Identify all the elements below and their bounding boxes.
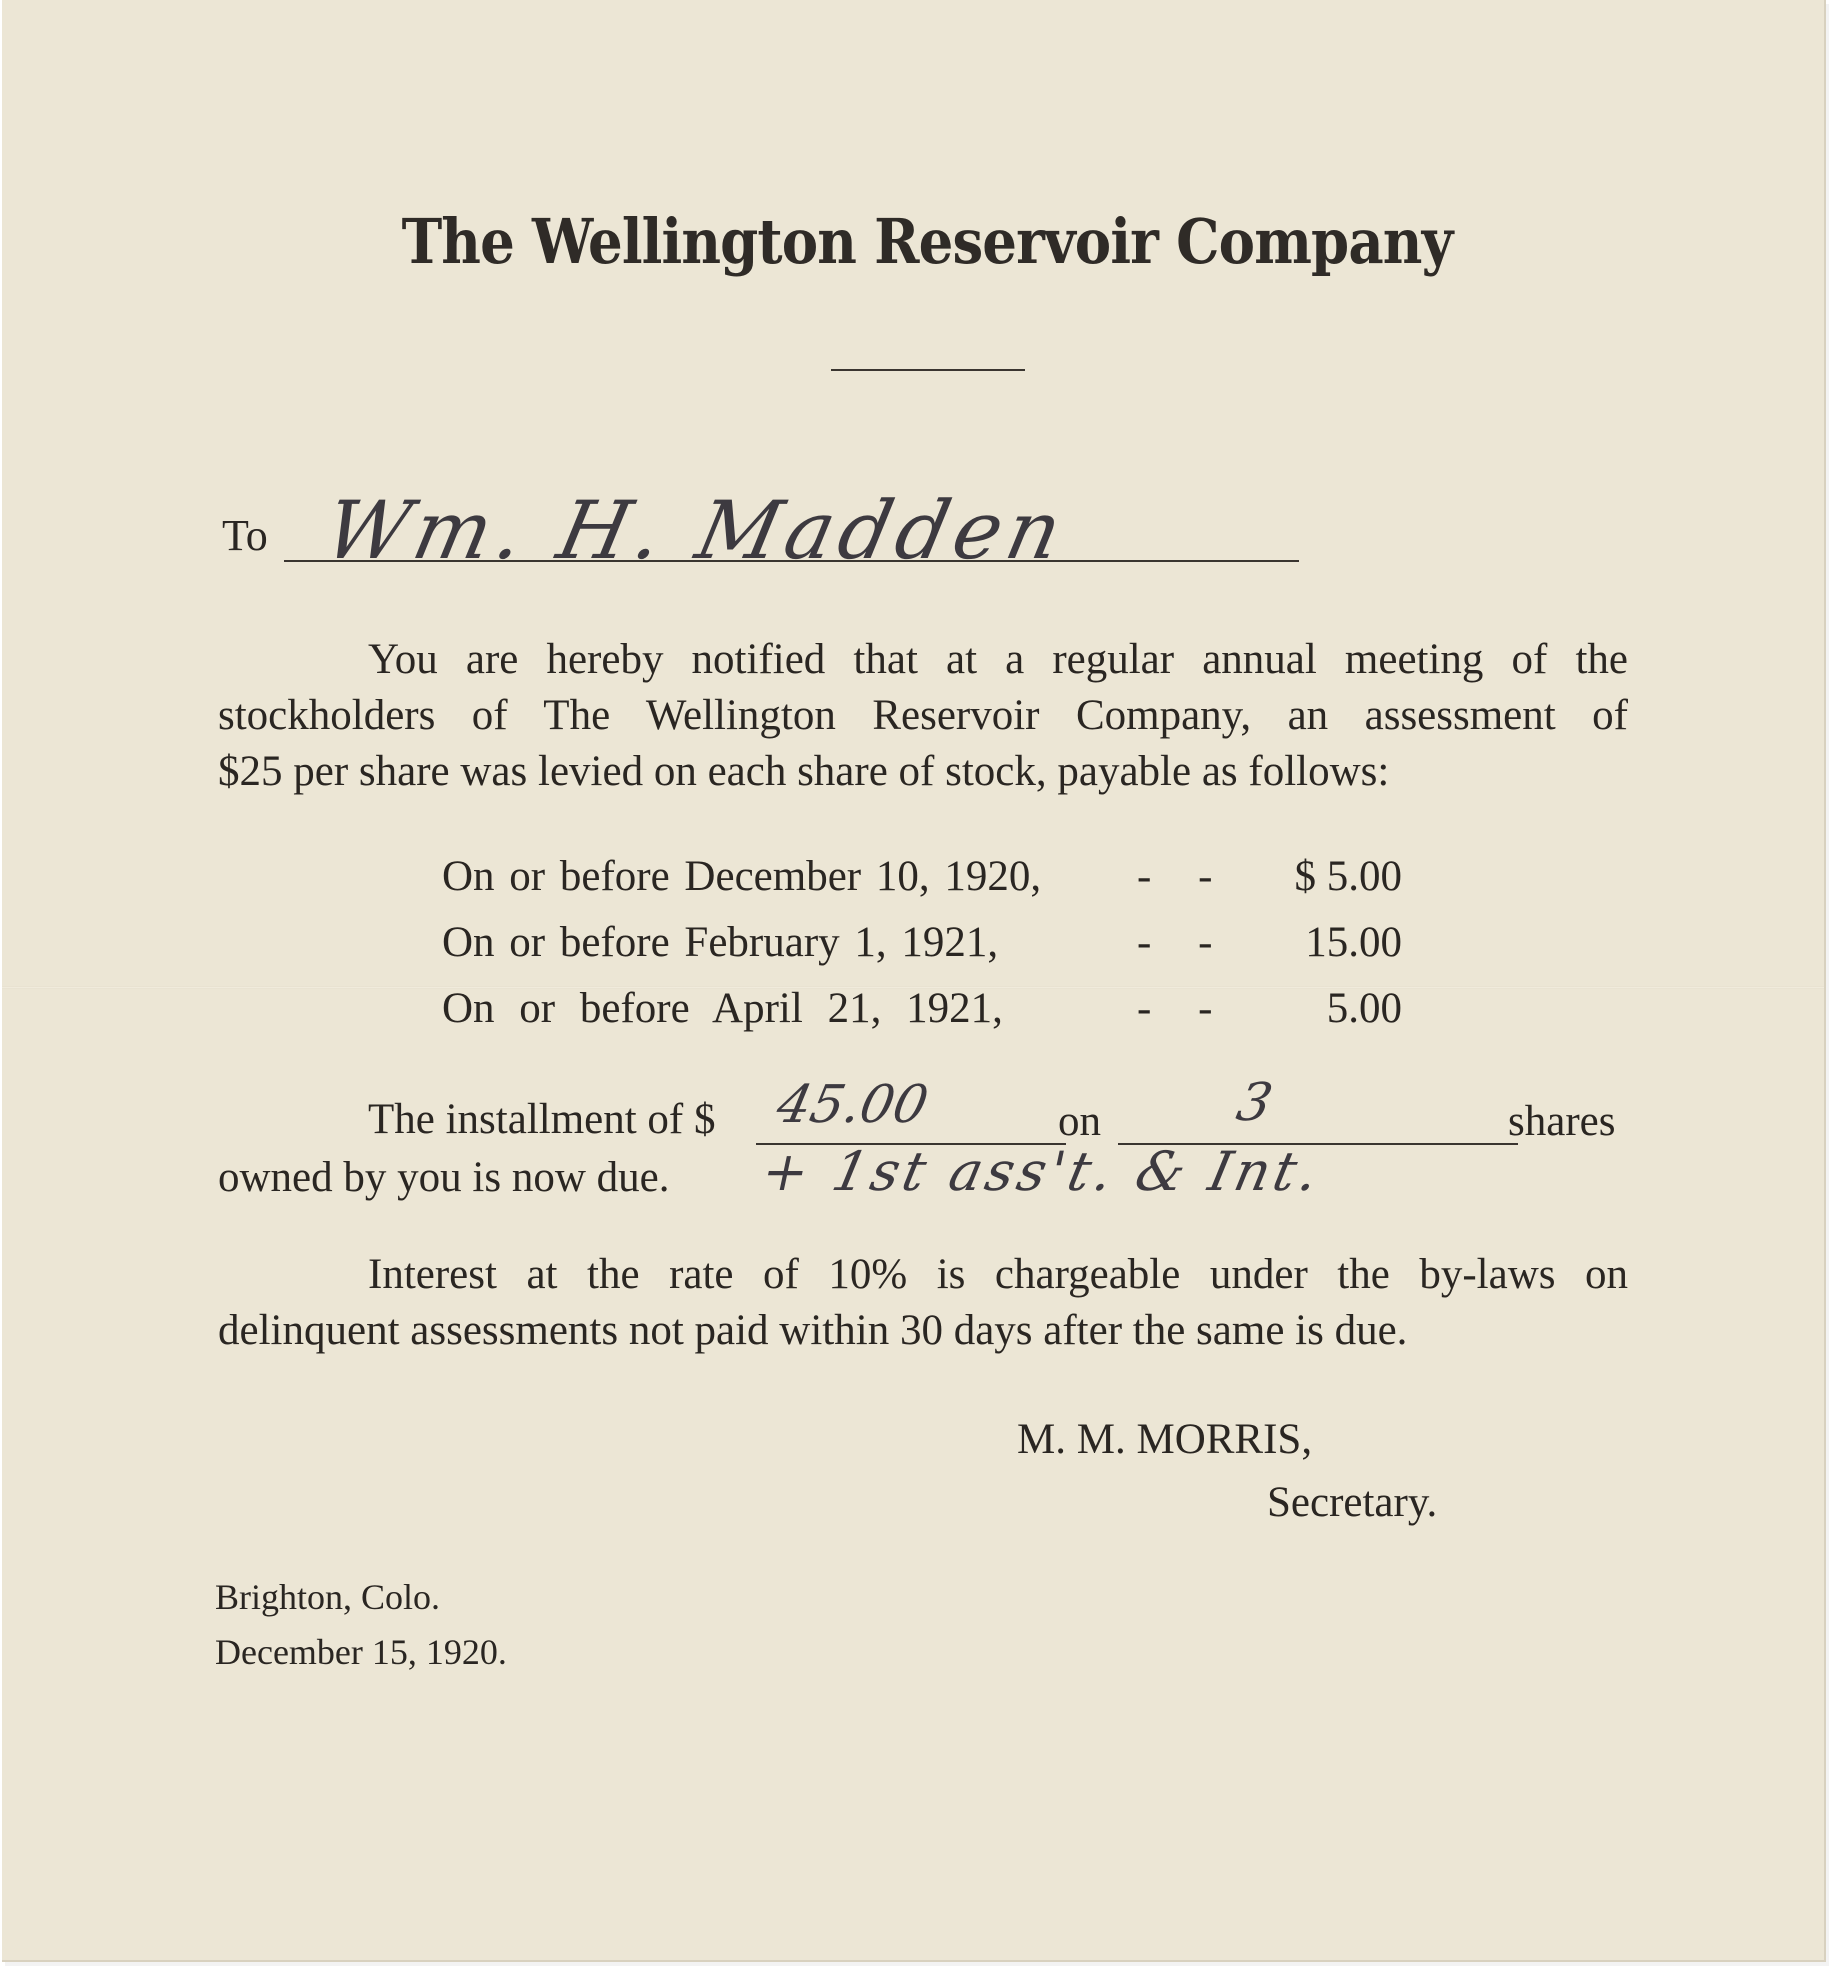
schedule-amount: 15.00 <box>1305 919 1402 966</box>
schedule-dashes: - - <box>1137 919 1231 966</box>
place-and-date <box>215 1570 507 1680</box>
installment-prefix: The installment of $ <box>368 1096 716 1143</box>
assessment-notice <box>2 0 1826 1962</box>
shares-count: 3 <box>1231 1073 1278 1133</box>
schedule-date: On or before February 1, 1921, <box>442 919 999 966</box>
place: Brighton, Colo. <box>215 1577 441 1617</box>
to-label: To <box>222 511 268 560</box>
installment-amount: 45.00 <box>771 1075 934 1135</box>
notice-line: You are hereby notified that at a regular annual meeting of the <box>368 636 1628 683</box>
notice-line: stockholders of The Wellington Reservoir Company, an assessment of <box>218 692 1628 739</box>
schedule-dashes: - - <box>1137 985 1231 1032</box>
company-title: The Wellington Reservoir Company <box>401 205 1453 278</box>
schedule-row <box>442 918 1402 974</box>
interest-line: Interest at the rate of 10% is chargeable under the by-laws on <box>368 1251 1628 1298</box>
schedule-amount: 5.00 <box>1326 985 1402 1032</box>
on-label: on <box>1058 1098 1101 1145</box>
schedule-date: On or before April 21, 1921, <box>442 985 1003 1032</box>
signatory-name: M. M. MORRIS, <box>1017 1416 1313 1463</box>
addressee-line <box>222 484 1222 577</box>
interest-paragraph <box>218 1247 1628 1359</box>
notice-paragraph <box>218 632 1628 800</box>
due-text: owned by you is now due. <box>218 1154 670 1201</box>
title-rule <box>831 369 1025 371</box>
schedule-row <box>442 852 1402 908</box>
schedule-date: On or before December 10, 1920, <box>442 853 1042 900</box>
shares-label: shares <box>1508 1098 1616 1145</box>
schedule-row <box>442 984 1402 1040</box>
schedule-amount: $ 5.00 <box>1294 853 1402 900</box>
interest-line: delinquent assessments not paid within 30 days after the same is due. <box>218 1307 1408 1354</box>
installment-section <box>218 1073 1638 1225</box>
schedule-dashes: - - <box>1137 853 1231 900</box>
notice-line: $25 per share was levied on each share of stock, payable as follows: <box>218 748 1390 795</box>
signatory-title: Secretary. <box>1267 1479 1438 1526</box>
addressee-name: Wm. H. Madden <box>317 484 1076 577</box>
issue-date: December 15, 1920. <box>215 1632 507 1672</box>
installment-note: + 1st ass't. & Int. <box>756 1140 1328 1203</box>
